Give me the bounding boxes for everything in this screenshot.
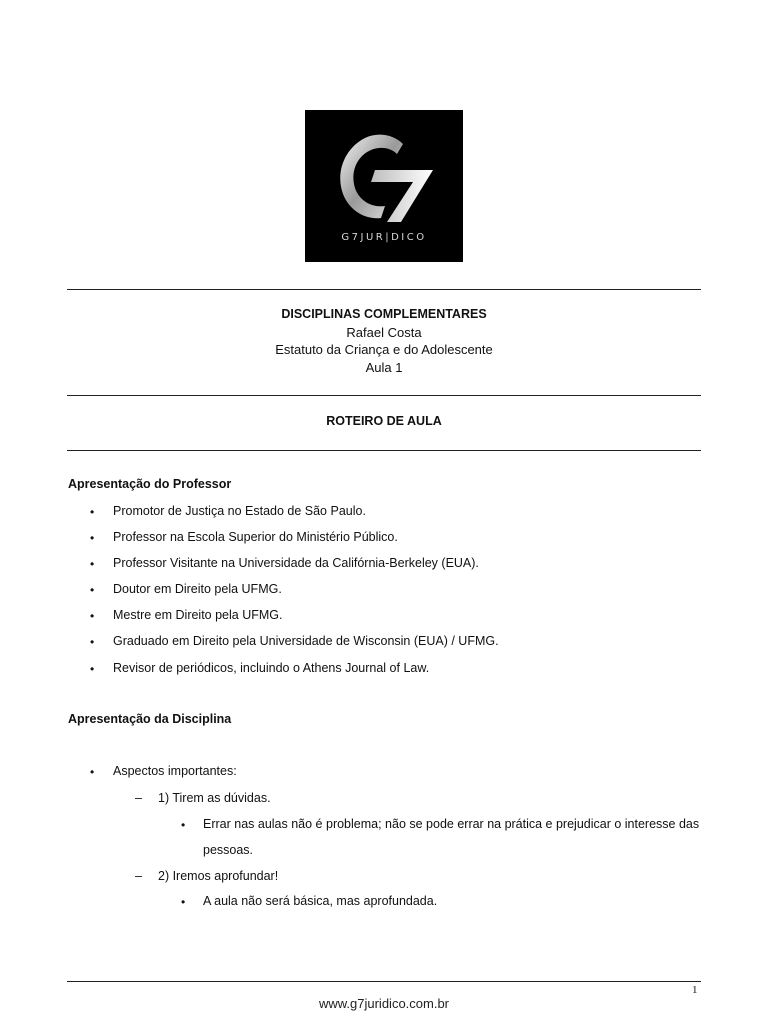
page-number: 1 — [692, 984, 698, 996]
list-item: Graduado em Direito pela Universidade de Wisconsin (EUA) / UFMG. — [113, 634, 499, 648]
dash-icon: – — [135, 791, 142, 805]
bullet-icon: • — [90, 609, 95, 623]
divider — [67, 395, 701, 396]
bullet-icon: • — [90, 765, 95, 779]
divider — [67, 450, 701, 451]
logo-wordmark: G7JUR|DICO — [341, 232, 427, 243]
bullet-icon: • — [90, 635, 95, 649]
discipline-section-title: Apresentação da Disciplina — [68, 712, 232, 726]
list-item: Professor na Escola Superior do Ministério Público. — [113, 530, 398, 544]
list-item: Professor Visitante na Universidade da Califórnia-Berkeley (EUA). — [113, 556, 479, 570]
sub-item: 2) Iremos aprofundar! — [158, 869, 279, 883]
divider — [67, 289, 701, 290]
sub-sub-item-continued: pessoas. — [203, 843, 254, 857]
lesson-number: Aula 1 — [365, 359, 403, 375]
section-heading: ROTEIRO DE AULA — [326, 414, 442, 428]
list-item: Revisor de periódicos, incluindo o Athens Journal of Law. — [113, 661, 430, 675]
list-item: Aspectos importantes: — [113, 764, 237, 778]
course-category: DISCIPLINAS COMPLEMENTARES — [281, 307, 487, 321]
footer-divider — [67, 981, 701, 982]
bullet-icon: • — [90, 505, 95, 519]
bullet-icon: • — [90, 662, 95, 676]
bullet-icon: • — [90, 583, 95, 597]
bullet-icon: • — [90, 557, 95, 571]
bullet-icon: • — [181, 818, 186, 832]
sub-sub-item: Errar nas aulas não é problema; não se pode errar na prática e prejudicar o interesse das — [203, 817, 700, 831]
sub-sub-item: A aula não será básica, mas aprofundada. — [203, 894, 438, 908]
g7-logo — [305, 110, 463, 262]
document-header — [67, 306, 701, 376]
dash-icon: – — [135, 869, 142, 883]
list-item: Promotor de Justiça no Estado de São Paulo. — [113, 504, 366, 518]
professor-name: Rafael Costa — [346, 324, 422, 340]
list-item: Doutor em Direito pela UFMG. — [113, 582, 282, 596]
professor-section-title: Apresentação do Professor — [68, 477, 232, 491]
bullet-icon: • — [181, 895, 186, 909]
subject-title: Estatuto da Criança e do Adolescente — [275, 342, 493, 357]
footer-url: www.g7juridico.com.br — [318, 996, 450, 1011]
list-item: Mestre em Direito pela UFMG. — [113, 608, 283, 622]
sub-item: 1) Tirem as dúvidas. — [158, 791, 271, 805]
bullet-icon: • — [90, 531, 95, 545]
